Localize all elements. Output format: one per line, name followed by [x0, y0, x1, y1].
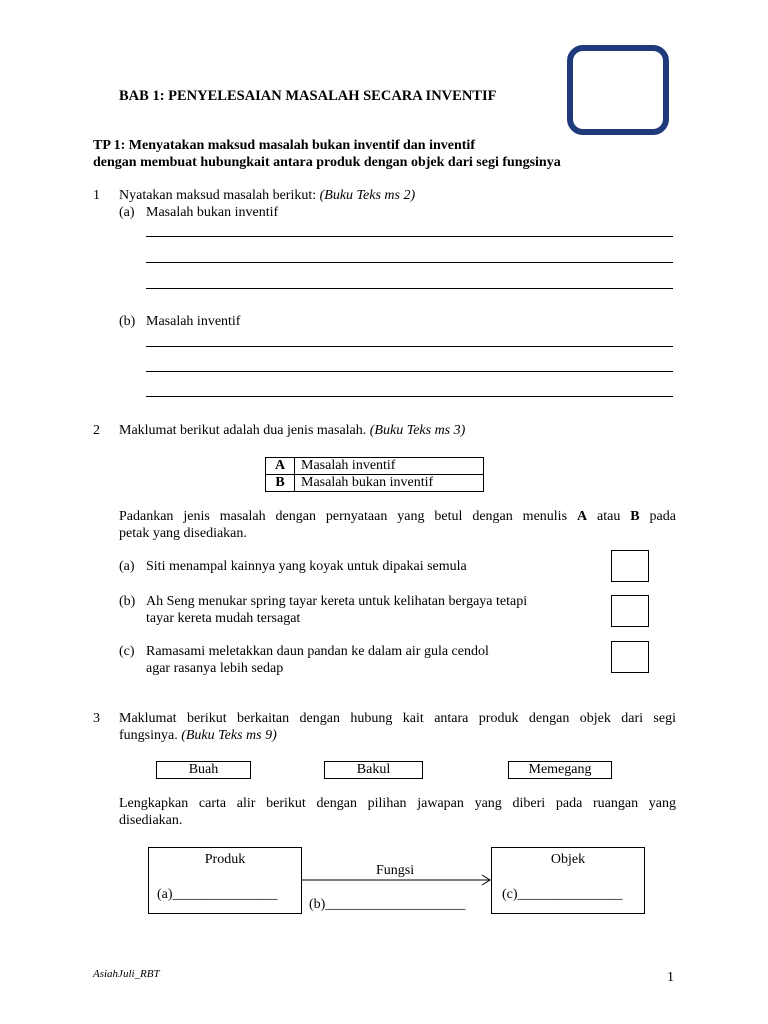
answer-line[interactable] — [146, 371, 673, 372]
chapter-title: BAB 1: PENYELESAIAN MASALAH SECARA INVENTIF — [119, 88, 497, 104]
problem-type-table — [265, 457, 484, 492]
q1a-text: Masalah bukan inventif — [146, 205, 279, 220]
tp-line-1: TP 1: Menyatakan maksud masalah bukan inventif dan inventif — [93, 138, 475, 153]
choice-memegang: Memegang — [508, 761, 612, 779]
fungsi-label: Fungsi — [376, 863, 415, 878]
q2a-label: (a) — [119, 559, 135, 574]
blank-b[interactable]: (b)____________________ — [309, 897, 466, 912]
answer-line[interactable] — [146, 288, 673, 289]
q2c-text-line-2: agar rasanya lebih sedap — [146, 661, 284, 676]
q2-instr-letter-a: A — [576, 509, 588, 524]
answer-box-a[interactable] — [611, 550, 649, 582]
answer-box-b[interactable] — [611, 595, 649, 627]
q1-number: 1 — [93, 188, 100, 203]
choice-bakul: Bakul — [324, 761, 423, 779]
q2-text: Maklumat berikut adalah dua jenis masalah. — [119, 423, 370, 438]
q2-instr-text: Padankan jenis masalah dengan pernyataan yang betul dengan menulis — [119, 509, 577, 524]
q3-instruction-line-2: disediakan. — [119, 813, 183, 828]
q3-prompt-line-2 — [119, 728, 277, 744]
flow-arrow-icon — [302, 873, 492, 887]
q2-instruction-line-1 — [119, 509, 676, 525]
q1b-label: (b) — [119, 314, 136, 329]
answer-line[interactable] — [146, 346, 673, 347]
corner-frame — [567, 45, 669, 135]
q2b-text-line-2: tayar kereta mudah tersagat — [146, 611, 301, 626]
q3-text-line-2: fungsinya. — [119, 728, 182, 743]
blank-c[interactable]: (c)_______________ — [502, 887, 623, 902]
q3-number: 3 — [93, 711, 100, 726]
q2-prompt — [119, 423, 465, 439]
table-label: Masalah inventif — [295, 458, 484, 475]
answer-box-c[interactable] — [611, 641, 649, 673]
q1-text: Nyatakan maksud masalah berikut: — [119, 188, 320, 203]
table-label: Masalah bukan inventif — [295, 475, 484, 492]
q2-instr-text: pada — [639, 509, 676, 524]
q2-instruction-line-2: petak yang disediakan. — [119, 526, 247, 541]
produk-box — [148, 847, 302, 914]
q1a-label: (a) — [119, 205, 135, 220]
choice-buah: Buah — [156, 761, 251, 779]
answer-line[interactable] — [146, 262, 673, 263]
answer-line[interactable] — [146, 396, 673, 397]
q2-instr-letter-b: B — [630, 509, 640, 524]
page-number: 1 — [667, 970, 674, 985]
q2-reference: (Buku Teks ms 3) — [369, 423, 466, 438]
q3-reference: (Buku Teks ms 9) — [181, 728, 277, 743]
q3-text-line-1: Maklumat berikut berkaitan dengan hubung kait antara produk dengan objek dari segi — [119, 711, 676, 726]
q1b-text: Masalah inventif — [146, 314, 241, 329]
q2a-text: Siti menampal kainnya yang koyak untuk dipakai semula — [146, 559, 467, 574]
q2-instr-text: atau — [587, 509, 631, 524]
q2c-text-line-1: Ramasami meletakkan daun pandan ke dalam air gula cendol — [146, 644, 489, 659]
table-row — [266, 458, 484, 475]
q3-instruction-line-1: Lengkapkan carta alir berikut dengan pilihan jawapan yang diberi pada ruangan yang — [119, 796, 676, 811]
objek-label: Objek — [550, 852, 586, 867]
table-letter: A — [266, 458, 295, 475]
tp-line-2: dengan membuat hubungkait antara produk dengan objek dari segi fungsinya — [93, 155, 561, 170]
q2c-label: (c) — [119, 644, 135, 659]
q2b-text-line-1: Ah Seng menukar spring tayar kereta untuk kelihatan bergaya tetapi — [146, 594, 528, 609]
q2-number: 2 — [93, 423, 100, 438]
q1-reference: (Buku Teks ms 2) — [319, 188, 416, 203]
answer-line[interactable] — [146, 236, 673, 237]
q1-prompt — [119, 188, 415, 204]
footer-author: AsiahJuli_RBT — [93, 968, 160, 980]
objek-box — [491, 847, 645, 914]
produk-label: Produk — [204, 852, 246, 867]
table-letter: B — [266, 475, 295, 492]
q2b-label: (b) — [119, 594, 136, 609]
table-row — [266, 475, 484, 492]
blank-a[interactable]: (a)_______________ — [157, 887, 278, 902]
